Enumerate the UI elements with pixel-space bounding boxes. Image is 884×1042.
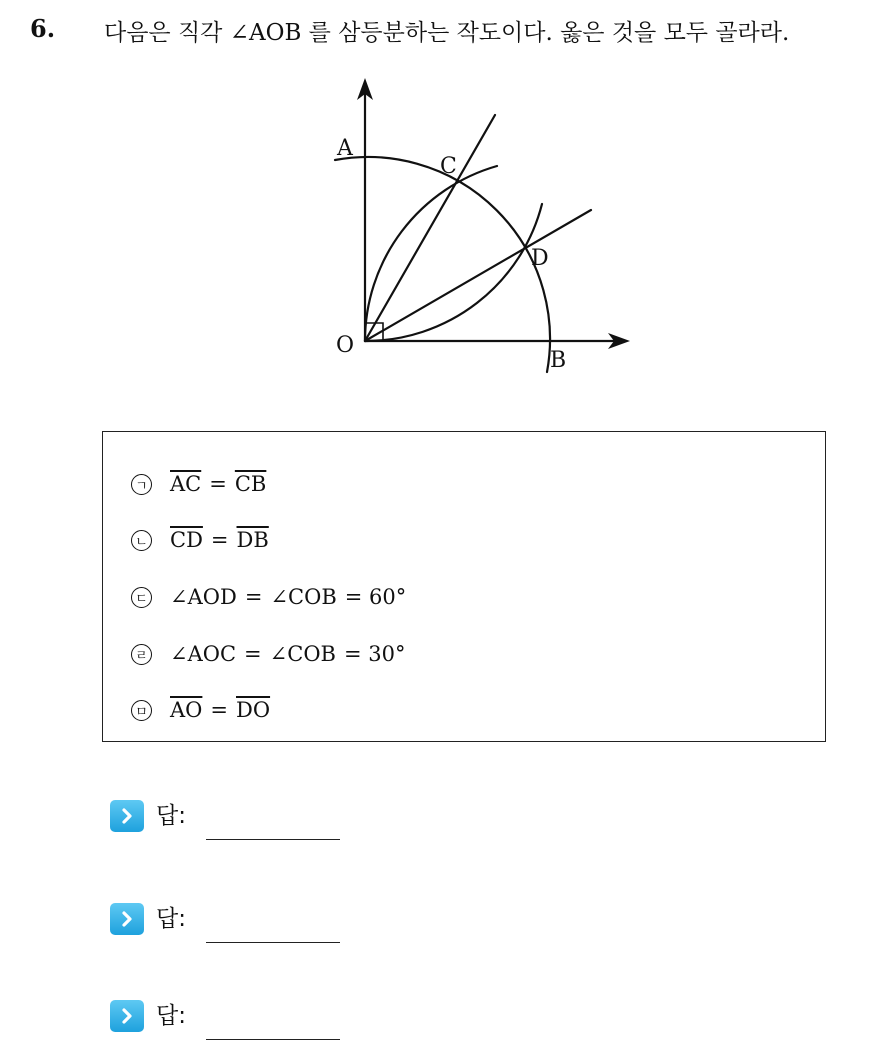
chevron-right-icon bbox=[110, 1000, 144, 1032]
choice-op: = bbox=[210, 528, 229, 552]
choice-left: $\overline{CD}$ bbox=[170, 528, 203, 552]
label-O: O bbox=[336, 333, 355, 358]
label-C: C bbox=[440, 154, 457, 179]
chevron-right-icon bbox=[110, 903, 144, 935]
answer-row-3 bbox=[110, 1000, 340, 1032]
answer-blank[interactable] bbox=[206, 1007, 340, 1040]
choice-op: = bbox=[209, 472, 227, 496]
choice-right: $\overline{DO}$ bbox=[236, 698, 271, 722]
choices-box bbox=[102, 431, 826, 742]
choice-2 bbox=[131, 528, 269, 552]
choice-right: $\overline{CB}$ bbox=[234, 472, 267, 496]
choice-4 bbox=[131, 642, 405, 666]
label-A: A bbox=[337, 136, 353, 161]
choice-left: ∠AOC bbox=[170, 642, 237, 666]
question-text: 다음은 직각 ∠AOB 를 삼등분하는 작도이다. 옳은 것을 모두 골라라. bbox=[104, 20, 790, 46]
choice-op: = bbox=[210, 698, 228, 722]
choice-suffix: = 30° bbox=[343, 642, 406, 666]
arc-center-A bbox=[365, 204, 542, 341]
chevron-right-icon bbox=[110, 800, 144, 832]
choice-right: $\overline{DB}$ bbox=[236, 528, 269, 552]
answer-label: 답: bbox=[156, 1003, 186, 1029]
choice-left: $\overline{AC}$ bbox=[170, 472, 202, 496]
ray-OC bbox=[365, 115, 495, 341]
choice-right: ∠COB bbox=[269, 642, 336, 666]
choice-5 bbox=[131, 698, 270, 722]
choice-left: $\overline{AO}$ bbox=[170, 698, 203, 722]
choice-op: = bbox=[244, 585, 263, 609]
answer-row-1 bbox=[110, 800, 340, 832]
construction-diagram bbox=[320, 70, 650, 380]
label-B: B bbox=[550, 348, 567, 373]
answer-row-2 bbox=[110, 903, 340, 935]
label-D: D bbox=[531, 246, 549, 271]
trisection-figure bbox=[320, 70, 650, 380]
choice-marker: ㄴ bbox=[131, 530, 152, 551]
question-number: 6. bbox=[30, 14, 56, 43]
choice-marker: ㄷ bbox=[131, 587, 152, 608]
answer-label: 답: bbox=[156, 803, 186, 829]
choice-marker: ㅁ bbox=[131, 700, 152, 721]
choice-marker: ㄹ bbox=[131, 644, 152, 665]
choice-op: = bbox=[244, 642, 262, 666]
answer-blank[interactable] bbox=[206, 910, 340, 943]
choice-1 bbox=[131, 472, 266, 496]
answer-label: 답: bbox=[156, 906, 186, 932]
choice-right: ∠COB bbox=[270, 585, 337, 609]
choice-left: ∠AOD bbox=[170, 585, 237, 609]
choice-3 bbox=[131, 585, 406, 609]
choice-suffix: = 60° bbox=[344, 585, 407, 609]
ray-OD bbox=[365, 210, 591, 341]
choice-marker: ㄱ bbox=[131, 474, 152, 495]
answer-blank[interactable] bbox=[206, 807, 340, 840]
